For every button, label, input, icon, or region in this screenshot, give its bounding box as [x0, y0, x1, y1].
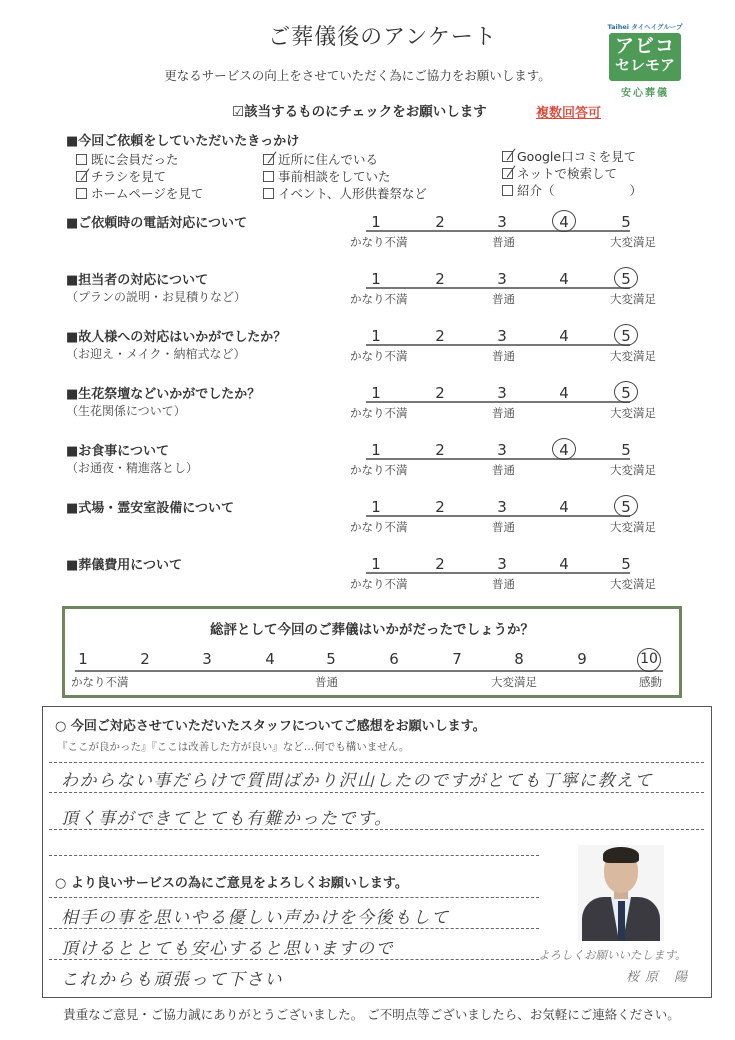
dashed-line [49, 855, 539, 856]
company-logo [600, 22, 690, 99]
label-high: 大変満足 [610, 292, 656, 306]
label-high: 大変満足 [491, 675, 537, 689]
label-mid: 普通 [492, 577, 515, 591]
staff-photo [578, 845, 664, 941]
page-title: ご葬儀後のアンケート [268, 25, 497, 50]
rating-option[interactable]: 3 [497, 441, 507, 459]
question-heading: ■葬儀費用について [66, 558, 183, 573]
label-high: 大変満足 [610, 577, 656, 591]
question-subheading: （お迎え・メイク・納棺式など） [66, 347, 246, 361]
option-flyer[interactable] [76, 167, 166, 185]
rating-scale [338, 270, 658, 306]
rating-option[interactable]: 4 [559, 327, 569, 345]
overall-option[interactable]: 5 [326, 650, 336, 668]
rating-option[interactable]: 3 [497, 384, 507, 402]
label-low: かなり不満 [350, 349, 408, 363]
logo-line1: アビコ [614, 35, 675, 57]
page-subtitle: 更なるサービスの向上をさせていただく為にご協力をお願いします。 [164, 68, 551, 83]
checkbox[interactable] [502, 185, 513, 196]
question-subheading: （生花関係について） [66, 404, 186, 418]
label-top: 感動 [639, 675, 662, 689]
dashed-line [49, 959, 539, 960]
option-label: ネットで検索して [517, 166, 618, 181]
label-low: かなり不満 [71, 675, 129, 689]
staff-comment-line1[interactable]: わからない事だらけで質問ばかり沢山したのですがとても丁寧に教えて [61, 771, 653, 791]
option-nearby[interactable] [263, 150, 378, 168]
label-low: かなり不満 [350, 520, 408, 534]
rating-option[interactable]: 3 [497, 213, 507, 231]
label-high: 大変満足 [610, 235, 656, 249]
rating-option[interactable]: 1 [371, 384, 381, 402]
staff-comment-hint: 『ここが良かった』『ここは改善した方が良い』など…何でも構いません。 [57, 741, 410, 753]
label-mid: 普通 [492, 349, 515, 363]
rating-option[interactable]: 1 [371, 213, 381, 231]
label-mid: 普通 [492, 520, 515, 534]
logo-line2: セレモア [614, 56, 675, 74]
question-heading: ■故人様への対応はいかがでしたか？ [66, 330, 287, 345]
label-low: かなり不満 [350, 463, 408, 477]
overall-option-selected[interactable]: 10 [637, 648, 661, 672]
label-low: かなり不満 [350, 406, 408, 420]
rating-option[interactable]: 2 [435, 213, 445, 231]
question-subheading: （プランの説明・お見積りなど） [66, 290, 247, 304]
question-heading: ■お食事について [66, 444, 170, 459]
rating-option[interactable]: 3 [497, 270, 507, 288]
label-mid: 普通 [492, 292, 515, 306]
rating-option[interactable]: 1 [371, 327, 381, 345]
service-comment-line1[interactable]: 相手の事を思いやる優しい声かけを今後もして [61, 908, 450, 928]
rating-option[interactable]: 2 [435, 384, 445, 402]
rating-option[interactable]: 3 [497, 327, 507, 345]
rating-option[interactable]: 3 [497, 555, 507, 573]
overall-option[interactable]: 1 [78, 650, 88, 668]
staff-message: よろしくお願いいたします。 [538, 948, 687, 962]
rating-scale [338, 441, 658, 477]
option-label: 既に会員だった [91, 152, 179, 167]
checkbox[interactable] [76, 188, 87, 199]
checkbox[interactable] [263, 188, 274, 199]
group-name: Taihei タイヘイグループ [607, 23, 683, 31]
option-member[interactable] [76, 150, 179, 168]
question-heading: ■式場・霊安室設備について [66, 501, 235, 516]
question-heading: ■担当者の対応について [66, 273, 209, 288]
overall-option[interactable]: 6 [389, 650, 399, 668]
service-comment-heading: ○ より良いサービスの為にご意見をよろしくお願いします。 [55, 876, 408, 891]
option-consultation[interactable] [263, 167, 391, 185]
check-instruction [232, 100, 487, 120]
rating-option[interactable]: 3 [497, 498, 507, 516]
overall-question: 総評として今回のご葬儀はいかがだったでしょうか？ [210, 622, 534, 638]
label-high: 大変満足 [610, 520, 656, 534]
rating-scale [338, 498, 658, 534]
label-high: 大変満足 [610, 406, 656, 420]
question-subheading: （お通夜・精進落とし） [66, 461, 199, 475]
rating-option[interactable]: 5 [621, 441, 631, 459]
staff-comment-heading: ○ 今回ご対応させていただいたスタッフについてご感想をお願いします。 [55, 719, 486, 734]
overall-option[interactable]: 7 [452, 650, 462, 668]
label-mid: 普通 [492, 463, 515, 477]
rating-option[interactable]: 4 [559, 555, 569, 573]
dashed-line [49, 928, 539, 929]
overall-option[interactable]: 4 [265, 650, 275, 668]
dashed-line [49, 792, 704, 793]
rating-option[interactable]: 1 [371, 441, 381, 459]
checkbox[interactable] [263, 171, 274, 182]
option-web-search[interactable] [502, 164, 617, 182]
rating-option[interactable]: 4 [559, 384, 569, 402]
rating-option[interactable]: 2 [435, 270, 445, 288]
question-heading: ■ご依頼時の電話対応について [66, 216, 248, 231]
rating-option[interactable]: 1 [371, 498, 381, 516]
staff-name: 桜原 陽 [626, 970, 694, 985]
overall-option[interactable]: 9 [577, 650, 587, 668]
footer-thanks: 貴重なご意見・ご協力誠にありがとうございました。 ご不明点等ございましたら、お気軽にご連絡ください。 [63, 1007, 680, 1022]
option-label: 近所に住んでいる [278, 152, 379, 167]
rating-option[interactable]: 1 [371, 555, 381, 573]
checkbox-icon: ☑ [232, 104, 245, 120]
rating-option-selected[interactable]: 4 [552, 438, 576, 460]
checkbox-checked[interactable] [502, 151, 513, 162]
option-google[interactable] [502, 147, 636, 165]
rating-option[interactable]: 5 [621, 213, 631, 231]
staff-comment-line2[interactable]: 頂く事ができてとても有難かったです。 [61, 809, 393, 829]
label-mid: 普通 [492, 406, 515, 420]
label-mid: 普通 [315, 675, 338, 689]
reason-heading: ■今回ご依頼をしていただいたきっかけ [66, 134, 300, 149]
checkbox-checked[interactable] [76, 171, 87, 182]
option-label: Google口コミを見て [517, 149, 637, 164]
scale-line [75, 670, 663, 672]
option-label: 事前相談をしていた [278, 169, 391, 184]
rating-option[interactable]: 2 [435, 327, 445, 345]
rating-option-selected[interactable]: 5 [614, 324, 638, 346]
overall-option[interactable]: 2 [140, 650, 150, 668]
option-homepage[interactable] [76, 184, 203, 202]
checkbox-checked[interactable] [263, 154, 274, 165]
rating-option[interactable]: 5 [621, 555, 631, 573]
overall-option[interactable]: 8 [514, 650, 524, 668]
logo-badge [609, 33, 681, 81]
dashed-line [49, 762, 704, 763]
rating-option-selected[interactable]: 5 [614, 381, 638, 403]
rating-scale [338, 384, 658, 420]
rating-scale [338, 213, 658, 249]
rating-option[interactable]: 2 [435, 498, 445, 516]
rating-option-selected[interactable]: 5 [614, 495, 638, 517]
rating-scale [338, 327, 658, 363]
label-low: かなり不満 [350, 235, 408, 249]
option-label: 紹介（ ） [517, 183, 643, 198]
logo-tagline: 安心葬儀 [621, 88, 669, 99]
option-label: イベント、人形供養祭など [278, 186, 427, 201]
label-low: かなり不満 [350, 292, 408, 306]
dashed-line [49, 897, 539, 898]
rating-option-selected[interactable]: 4 [552, 210, 576, 232]
overall-rating-box [62, 606, 682, 698]
rating-option[interactable]: 1 [371, 270, 381, 288]
checkbox-checked[interactable] [502, 168, 513, 179]
rating-option[interactable]: 2 [435, 555, 445, 573]
option-event[interactable] [263, 184, 427, 202]
service-comment-line2[interactable]: 頂けるととても安心すると思いますので [61, 939, 394, 959]
check-instruction-text: 該当するものにチェックをお願いします [244, 104, 487, 120]
label-mid: 普通 [492, 235, 515, 249]
rating-option-selected[interactable]: 5 [614, 267, 638, 289]
dashed-line [49, 829, 704, 830]
label-high: 大変満足 [610, 349, 656, 363]
option-referral[interactable] [502, 181, 642, 199]
label-low: かなり不満 [350, 577, 408, 591]
rating-scale [338, 555, 658, 591]
checkbox[interactable] [76, 154, 87, 165]
question-heading: ■生花祭壇などいかがでしたか？ [66, 387, 261, 402]
option-label: ホームページを見て [91, 186, 204, 201]
service-comment-line3[interactable]: これからも頑張って下さい [61, 970, 283, 990]
overall-option[interactable]: 3 [202, 650, 212, 668]
multiple-answers-note: 複数回答可 [536, 106, 602, 121]
rating-option[interactable]: 2 [435, 441, 445, 459]
label-high: 大変満足 [610, 463, 656, 477]
option-label: チラシを見て [91, 169, 167, 184]
rating-option[interactable]: 4 [559, 270, 569, 288]
rating-option[interactable]: 4 [559, 498, 569, 516]
